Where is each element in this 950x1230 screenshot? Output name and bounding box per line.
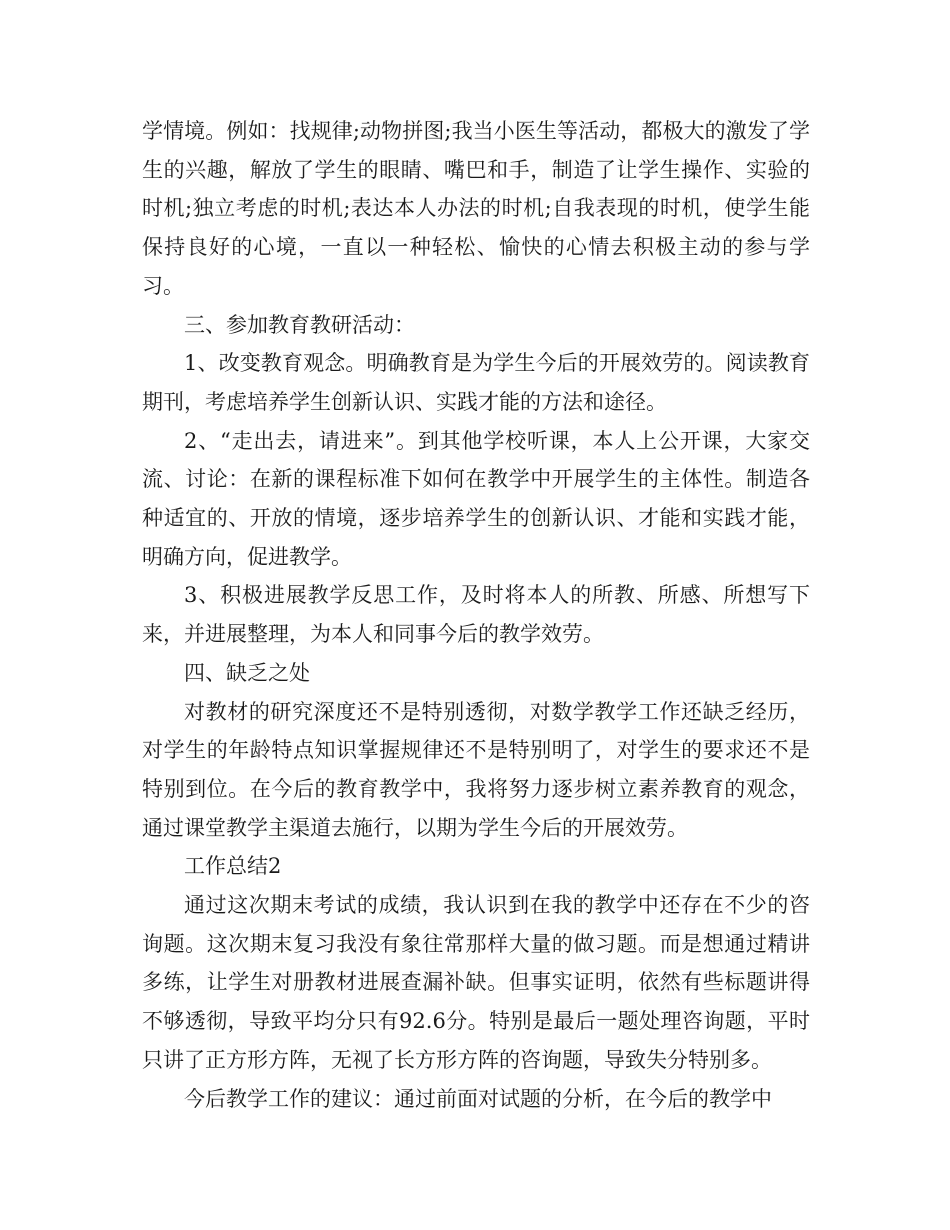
section-heading-3: 三、参加教育教研活动： [184, 312, 415, 337]
list-item-1: 1、改变教育观念。明确教育是为学生今后的开展效劳的。阅读教育期刊，考虑培养学生创新认识、实践才能的方法和途径。 [142, 351, 810, 414]
paragraph-continuation: 学情境。例如：找规律;动物拼图;我当小医生等活动，都极大的激发了学生的兴趣，解放了学生的眼睛、嘴巴和手，制造了让学生操作、实验的时机;独立考虑的时机;表达本人办法的时机;自我表现的时机，使学生能保持良好的心境，一直以一种轻松、愉快的心情去积极主动的参与学习。 [142, 119, 810, 298]
list-item-2: 2、“走出去，请进来”。到其他学校听课，本人上公开课，大家交流、讨论：在新的课程标准下如何在教学中开展学生的主体性。制造各种适宜的、开放的情境，逐步培养学生的创新认识、才能和实践才能，明确方向，促进教学。 [142, 428, 810, 569]
paragraph-exam-results: 通过这次期末考试的成绩，我认识到在我的教学中还存在不少的咨询题。这次期末复习我没有象往常那样大量的做习题。而是想通过精讲多练，让学生对册教材进展查漏补缺。但事实证明，依然有些标题讲得不够透彻，导致平均分只有92.6分。特别是最后一题处理咨询题，平时只讲了正方形方阵，无视了长方形方阵的咨询题，导致失分特别多。 [142, 893, 810, 1072]
paragraph-shortcomings: 对教材的研究深度还不是特别透彻，对数学教学工作还缺乏经历，对学生的年龄特点知识掌握规律还不是特别明了，对学生的要求还不是特别到位。在今后的教育教学中，我将努力逐步树立素养教育的观念，通过课堂教学主渠道去施行，以期为学生今后的开展效劳。 [142, 699, 810, 840]
document-body [142, 112, 810, 1118]
paragraph-suggestions: 今后教学工作的建议：通过前面对试题的分析，在今后的教学中 [184, 1086, 772, 1111]
section-heading-4: 四、缺乏之处 [184, 660, 310, 685]
summary-heading-2: 工作总结2 [184, 854, 282, 879]
list-item-3: 3、积极进展教学反思工作，及时将本人的所教、所感、所想写下来，并进展整理，为本人和同事今后的教学效劳。 [142, 583, 810, 647]
